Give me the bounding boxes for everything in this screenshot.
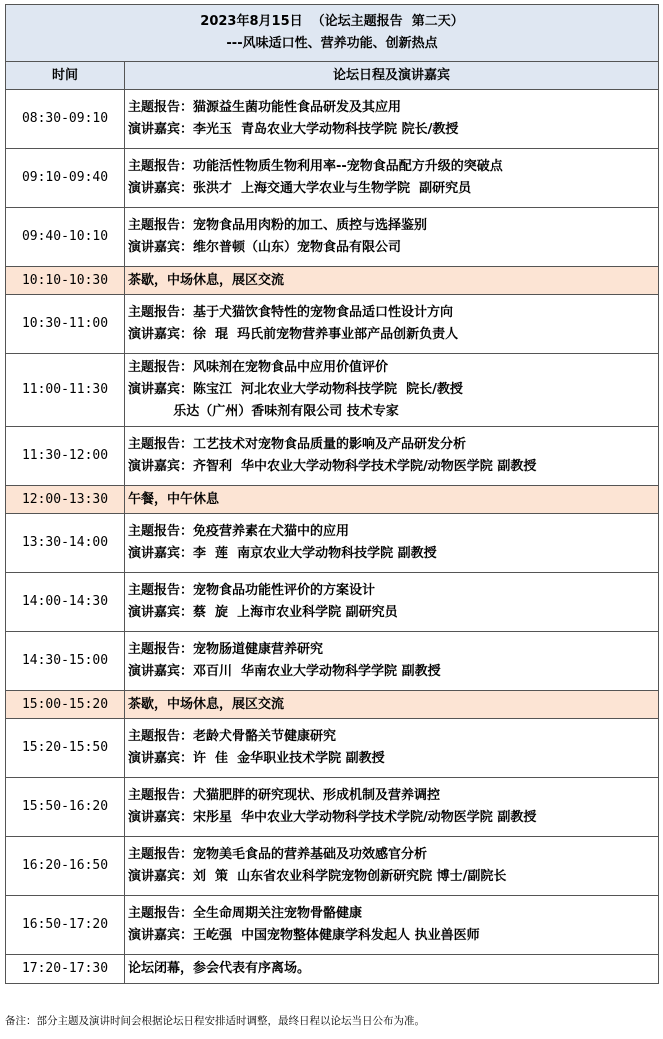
agenda-cell [125,778,659,837]
time-cell: 14:30-15:00 [6,632,125,691]
agenda-text: 茶歇，中场休息，展区交流 [128,272,285,288]
talk-speaker: 演讲嘉宾：李 莲 南京农业大学动物科技学院 副教授 [128,546,437,561]
time-cell: 17:20-17:30 [6,955,125,984]
talk-speaker: 演讲嘉宾：王屹强 中国宠物整体健康学科发起人 执业兽医师 [128,928,480,943]
agenda-cell [125,573,659,632]
time-cell: 12:00-13:30 [6,486,125,514]
time-cell: 10:30-11:00 [6,295,125,354]
break-row [6,691,659,719]
agenda-cell [125,719,659,778]
agenda-cell [125,896,659,955]
agenda-cell [125,486,659,514]
time-cell: 10:10-10:30 [6,267,125,295]
agenda-text: 论坛闭幕，参会代表有序离场。 [128,961,311,976]
break-row [6,267,659,295]
time-cell: 15:00-15:20 [6,691,125,719]
title-row [6,5,659,62]
time-cell: 11:30-12:00 [6,427,125,486]
talk-topic: 主题报告：宠物肠道健康营养研究 [128,642,324,657]
talk-row [6,149,659,208]
talk-speaker: 演讲嘉宾：徐 琨 玛氏前宠物营养事业部产品创新负责人 [128,327,459,342]
agenda-cell [125,691,659,719]
agenda-cell [125,632,659,691]
agenda-cell [125,90,659,149]
time-cell: 16:20-16:50 [6,837,125,896]
talk-speaker: 演讲嘉宾：许 佳 金华职业技术学院 副教授 [128,751,385,766]
closing-row [6,955,659,984]
talk-row [6,632,659,691]
talk-row [6,514,659,573]
talk-row [6,719,659,778]
time-cell: 16:50-17:20 [6,896,125,955]
talk-topic: 主题报告：宠物食品功能性评价的方案设计 [128,583,376,598]
agenda-cell [125,955,659,984]
talk-speaker: 演讲嘉宾：宋彤星 华中农业大学动物科学技术学院/动物医学院 副教授 [128,810,537,825]
time-cell: 08:30-09:10 [6,90,125,149]
time-cell: 13:30-14:00 [6,514,125,573]
time-cell: 14:00-14:30 [6,573,125,632]
talk-topic: 主题报告：风味剂在宠物食品中应用价值评价 [128,360,389,375]
agenda-text: 午餐，中午休息 [128,491,220,507]
talk-row [6,354,659,427]
talk-topic: 主题报告：全生命周期关注宠物骨骼健康 [128,906,363,921]
talk-speaker: 演讲嘉宾：邓百川 华南农业大学动物科学学院 副教授 [128,664,441,679]
schedule-table [5,4,659,984]
schedule-title [6,5,659,62]
column-header-agenda: 论坛日程及演讲嘉宾 [125,62,659,90]
talk-row [6,778,659,837]
talk-topic: 主题报告：工艺技术对宠物食品质量的影响及产品研发分析 [128,437,467,452]
time-cell: 09:40-10:10 [6,208,125,267]
talk-speaker: 演讲嘉宾：李光玉 青岛农业大学动物科技学院 院长/教授 [128,122,459,137]
agenda-cell [125,354,659,427]
talk-speaker: 演讲嘉宾：陈宝江 河北农业大学动物科技学院 院长/教授 [128,382,463,397]
agenda-text: 茶歇，中场休息，展区交流 [128,696,285,712]
talk-row [6,427,659,486]
talk-speaker: 演讲嘉宾：蔡 旋 上海市农业科学院 副研究员 [128,605,398,620]
talk-topic: 主题报告：犬猫肥胖的研究现状、形成机制及营养调控 [128,788,441,803]
break-row [6,486,659,514]
agenda-cell [125,514,659,573]
agenda-cell [125,267,659,295]
title-line-2: ---风味适口性、营养功能、创新热点 [226,36,438,51]
talk-speaker: 演讲嘉宾：维尔普顿（山东）宠物食品有限公司 [128,240,402,255]
agenda-cell [125,208,659,267]
agenda-cell [125,837,659,896]
agenda-cell [125,149,659,208]
time-cell: 15:50-16:20 [6,778,125,837]
talk-row [6,90,659,149]
talk-topic: 主题报告：宠物美毛食品的营养基础及功效感官分析 [128,847,428,862]
time-cell: 15:20-15:50 [6,719,125,778]
talk-topic: 主题报告：猫源益生菌功能性食品研发及其应用 [128,100,402,115]
agenda-cell [125,427,659,486]
talk-topic: 主题报告：功能活性物质生物利用率--宠物食品配方升级的突破点 [128,159,503,174]
talk-speaker: 演讲嘉宾：刘 策 山东省农业科学院宠物创新研究院 博士/副院长 [128,869,507,884]
talk-row [6,573,659,632]
talk-topic: 主题报告：宠物食品用肉粉的加工、质控与选择鉴别 [128,218,428,233]
schedule-body [6,5,659,984]
talk-row [6,896,659,955]
talk-row [6,208,659,267]
talk-row [6,837,659,896]
talk-row [6,295,659,354]
talk-topic: 主题报告：老龄犬骨骼关节健康研究 [128,729,337,744]
time-cell: 09:10-09:40 [6,149,125,208]
footer-note: 备注：部分主题及演讲时间会根据论坛日程安排适时调整，最终日程以论坛当日公布为准。 [5,1015,425,1027]
talk-speaker: 演讲嘉宾：齐智利 华中农业大学动物科学技术学院/动物医学院 副教授 [128,459,537,474]
column-header-row [6,62,659,90]
talk-speaker: 演讲嘉宾：张洪才 上海交通大学农业与生物学院 副研究员 [128,181,472,196]
time-cell: 11:00-11:30 [6,354,125,427]
talk-topic: 主题报告：基于犬猫饮食特性的宠物食品适口性设计方向 [128,305,454,320]
talk-speaker-extra: 乐达（广州）香味剂有限公司 技术专家 [128,404,399,419]
title-line-1: 2023年8月15日 （论坛主题报告 第二天） [200,14,464,29]
column-header-time: 时间 [6,62,125,90]
agenda-cell [125,295,659,354]
talk-topic: 主题报告：免疫营养素在犬猫中的应用 [128,524,350,539]
